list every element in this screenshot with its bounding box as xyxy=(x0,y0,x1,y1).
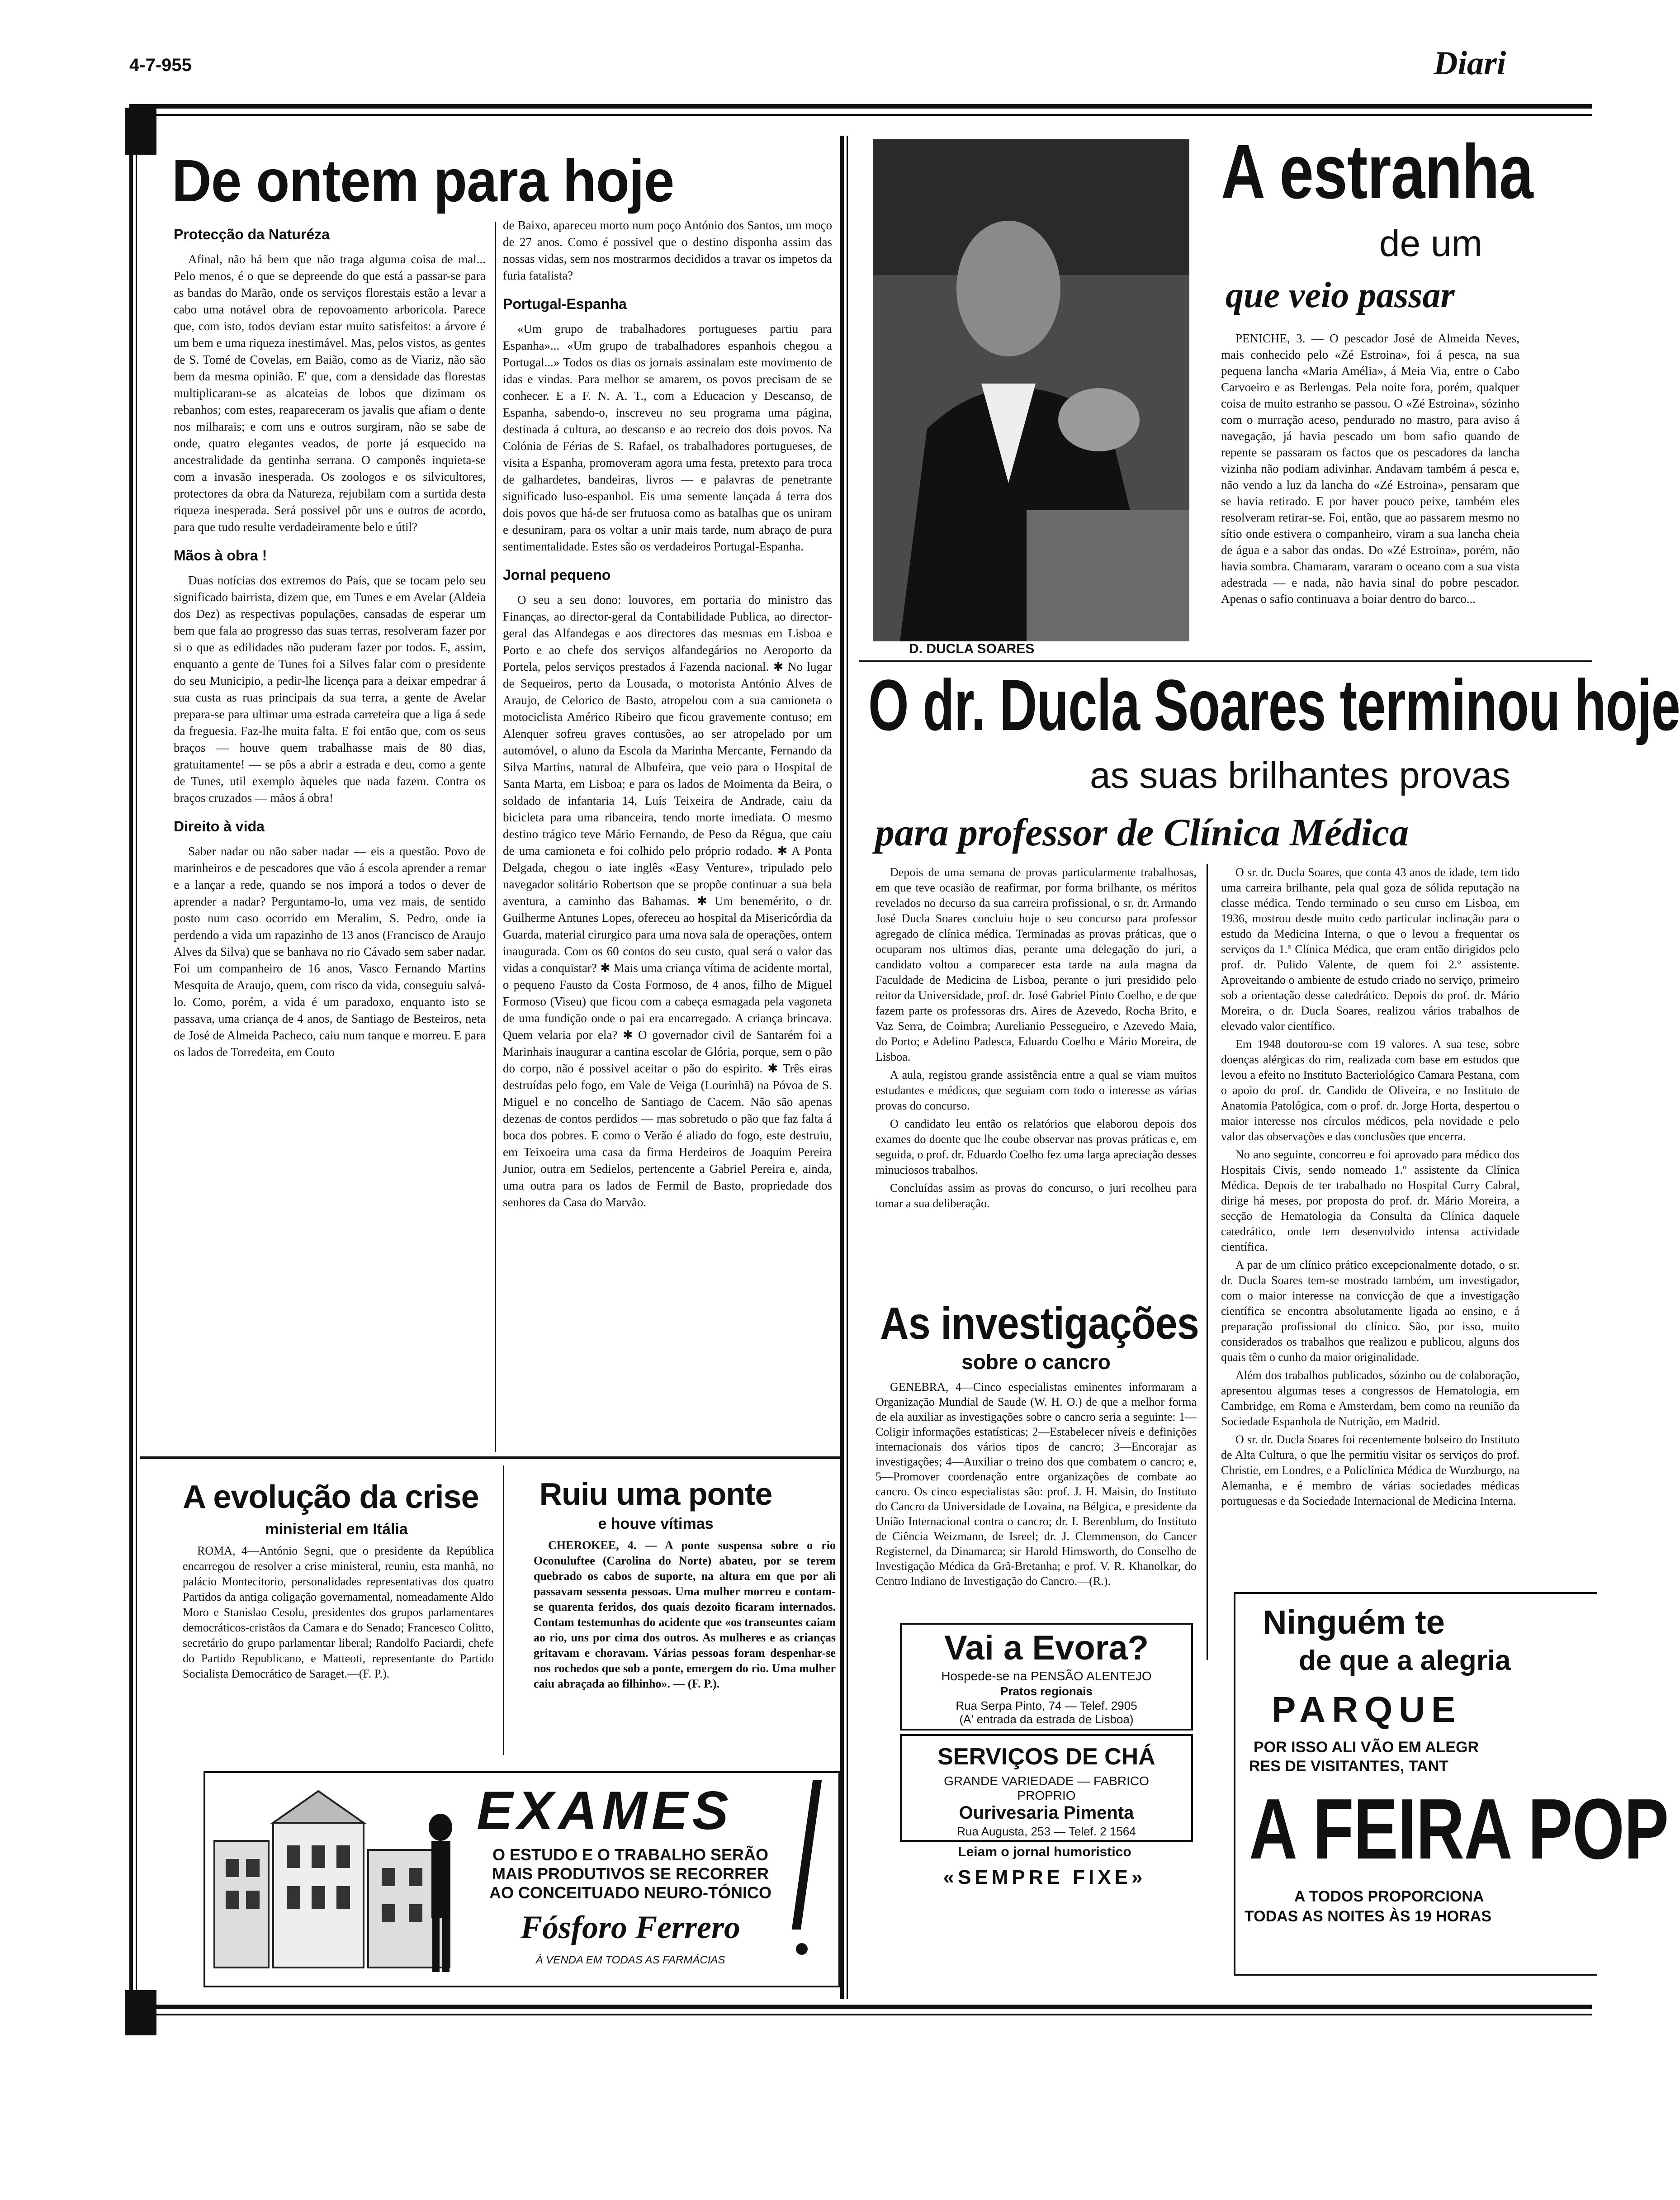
estranha-sub1: de um xyxy=(1379,223,1482,264)
ducla-col2-p5: Além dos trabalhos publicados, sózinho ou de colaboração, apresentou algumas teses a congressos de Hematologia, em Cambridge, em Roma e Amsterdam, bem como na reunião da Sociedade Espanhola de Nutrição, em Madrid. xyxy=(1221,1369,1519,1428)
ducla-col-1 xyxy=(875,865,1197,1214)
crise-subtitle: ministerial em Itália xyxy=(265,1521,408,1538)
ad-feira-popular xyxy=(1234,1592,1669,1976)
fixe-line-2: «SEMPRE FIXE» xyxy=(943,1866,1146,1888)
exames-line-3: AO CONCEITUADO NEURO-TÓNICO xyxy=(489,1883,771,1902)
corner-block-bottom xyxy=(125,1990,156,2035)
fixe-line-1: Leiam o jornal humoristico xyxy=(958,1844,1131,1859)
estranha-title: A estranha xyxy=(1221,129,1533,215)
top-rule-thin xyxy=(129,114,1592,116)
estranha-sub2: que veio passar xyxy=(1226,275,1455,315)
feira-line-6: A FEIRA POP xyxy=(1249,1781,1669,1877)
section-title-ontem: De ontem para hoje xyxy=(172,147,674,214)
text-maos: Duas notícias dos extremos do País, que se tocam pelo seu significado bairrista, dizem que, em Tunes e em Avelar (Aldeia dos Dez) as respectivas populações, cansadas de esperar um bem que fala ao progresso das suas terras, resolveram fazer por si o que as edilidades não puderam fazer por todos. E, assim, enquanto a gente de Tunes foi a Silves falar com o presidente do seu Municipio, a pedir-lhe licença para a deixar empedrar á sua custa as ruas principais da sua terra, a gente de Avelar prepara-se para ultimar uma estrada carreteira que a liga á sede da freguesia. Faz-lhe muita falta. E foi então que, com os seus braços — houve quem trabalhasse mais de 80 dias, gratuitamente! — se pôs a abrir a estrada e deu, como a gente de Tunes, util exemplo àqueles que nada fazem. Contra os braços cruzados — mãos á obra! xyxy=(174,574,486,805)
heading-portugal-espanha: Portugal-Espanha xyxy=(503,296,627,312)
page-date: 4-7-955 xyxy=(129,55,192,75)
ducla-col1-p1: Depois de uma semana de provas particularmente trabalhosas, em que teve ocasião de reafirmar, por forma brilhante, os méritos revelados no decurso da sua carreira profissional, o sr. dr. Armando José Ducla Soares concluiu hoje o seu concurso para professor agregado de clínica médica. Terminadas as provas práticas, que o ocuparam nos ultimos dias, perante uma delegação do juri, a candidato voltou a comparecer esta tarde na aula magna da Faculdade de Medicina de Lisboa, perante o juri presidido pelo reitor da Universidade, prof. dr. José Gabriel Pinto Coelho, e de que fazem parte os professoras drs. Aires de Azevedo, Rocha Brito, e Vaz Serra, de Coimbra; Aurelianio Pessegueiro, e Azevedo Maia, do Porto; e Adelino Padesca, Eduardo Coelho e Mário Moreira, de Lisboa. xyxy=(875,866,1197,1063)
cancro-title: As investigações xyxy=(880,1298,1199,1349)
ducla-sub2: para professor de Clínica Médica xyxy=(875,811,1409,854)
estranha-bottom-rule xyxy=(859,660,1592,662)
ad-cha xyxy=(900,1734,1193,1842)
feira-line-1: Ninguém te xyxy=(1263,1603,1445,1641)
ducla-col1-p2: A aula, registou grande assistência entre a qual se viam muitos estudantes e médicos, que seguiam com todo o interesse as várias provas do concurso. xyxy=(875,1068,1197,1112)
evora-title: Vai a Evora? xyxy=(944,1629,1149,1667)
ontem-col-divider xyxy=(495,222,496,1452)
cha-line-4: Rua Augusta, 253 — Telef. 2 1564 xyxy=(957,1825,1136,1838)
cha-line-3: Ourivesaria Pimenta xyxy=(959,1803,1134,1823)
ducla-col2-p2: Em 1948 doutorou-se com 19 valores. A sua tese, sobre doenças alérgicas do rim, realizada com base em estudos que levou a efeito no Instituto Bacteriológico Camara Pestana, com o apoio do prof. dr. Candido de Oliveira, e no Instituto de Anatomia Patológica, com o prof. dr. Jorge Horta, despertou o maior interesse nos círculos médicos, pela novidade e pelo valor das observações e das conclusões que encerra. xyxy=(1221,1038,1519,1143)
ad-evora xyxy=(900,1623,1193,1731)
exames-headline: EXAMES xyxy=(477,1780,733,1841)
estranha-text: PENICHE, 3. — O pescador José de Almeida Neves, mais conhecido pelo «Zé Estroina», foi á pesca, na sua pequena lancha «Maria Amélia», á Meia Via, entre o Cabo Carvoeiro e as Berlengas. Pela noite fora, porém, qualquer coisa de muito estranho se passou. O «Zé Estroina», sózinho com o murração aceso, pendurado no mastro, para aviso á navegação, já havia pescado um bom safio quando de repente se passaram os factos que os pescadores da lancha vizinha não podiam adivinhar. Andavam também á pesca e, não vendo a luz da lancha do «Zé Estroina», pensaram que se havia retirado. E por haver pouco peixe, também eles resolveram retirar-se. Foi, então, que ao passarem mesmo no sítio onde estivera o companheiro, viram a sua lancha cheia de água e a sabor das ondas. Do «Zé Estroina», porém, não havia sombra. Chamaram, vararam o oceano com a sua vista adestrada — e nada, não havia sinal do pobre pescador. Apenas o safio continuava a boiar dentro do barco... xyxy=(1221,332,1519,606)
portrait-photo xyxy=(873,139,1189,641)
evora-line-2: Pratos regionais xyxy=(1000,1684,1093,1698)
feira-line-4: POR ISSO ALI VÃO EM ALEGR xyxy=(1254,1739,1479,1756)
heading-direito: Direito à vida xyxy=(174,818,265,834)
ponte-subtitle: e houve vítimas xyxy=(598,1515,714,1532)
cancro-text: GENEBRA, 4—Cinco especialistas eminentes informaram a Organização Mundial de Saude (W. H. O.) de que a melhor forma de ela auxiliar as investigações sobre o cancro seria a seguinte: 1—Coligir informações estatísticas; 2—Estabelecer níveis e definições internacionais dos vários tipos de cancro; 3—Encorajar as investigações; 4—Auxiliar o treino dos que combatem o cancro; e, 5—Promover coordenação entre organizações de combate ao cancro. Os cinco especialistas são: prof. J. H. Maisin, do Instituto do Cancro da Universidade de Lovaina, na Bélgica, e presidente da União Internacional contra o cancro; dr. I. Berenblum, do Instituto de Ciência Weizmann, de Isreel; dr. J. Clemmenson, do Cancer Registernel, da Dinamarca; sir Harold Himsworth, do Conselho de Investigação Médica da Grã-Bretanha; e prof. V. R. Khanolkar, do Centro Indiano de Investigação do Cancro.—(R.). xyxy=(875,1380,1197,1588)
crise-col-divider xyxy=(503,1465,504,1755)
building-illustration xyxy=(205,1773,459,1986)
masthead: Diari xyxy=(1434,45,1506,82)
heading-maos: Mãos à obra ! xyxy=(174,547,267,564)
feira-line-7: A TODOS PROPORCIONA xyxy=(1294,1888,1484,1905)
ducla-col1-p3: O candidato leu então os relatórios que elaborou depois dos exames do doente que lhe coube observar nas provas práticas e, em seguida, o prof. dr. Eduardo Coelho fez uma larga apreciação desses minuciosos trabalhos. xyxy=(875,1117,1197,1176)
center-divider-thin xyxy=(847,136,848,1999)
feira-line-3: PARQUE xyxy=(1272,1689,1462,1730)
text-intro-col2: de Baixo, apareceu morto num poço António dos Santos, um moço de 27 anos. Como é possivel que o destino disponha assim das nossas vidas, sem nos mostrarmos decididos a travar os impetos da furia fatalista? xyxy=(503,218,832,282)
feira-line-5: RES DE VISITANTES, TANT xyxy=(1249,1758,1448,1775)
feira-line-8: TODAS AS NOITES ÀS 19 HORAS xyxy=(1245,1908,1491,1925)
ponte-title: Ruiu uma ponte xyxy=(539,1476,772,1512)
exames-line-2: MAIS PRODUTIVOS SE RECORRER xyxy=(492,1864,769,1883)
ponte-text: CHEROKEE, 4. — A ponte suspensa sobre o rio Oconuluftee (Carolina do Norte) abateu, por se terem quebrado os cabos de suporte, na altura em que por ali passavam sessenta pessoas. Uma mulher morreu e contam-se quarenta feridos, dos quais dezoito ficaram internados. Contam testemunhas do acidente que «os transeuntes caiam ao rio, uns por cima dos outros. As mulheres e as crianças gritavam e choravam. Várias pessoas foram despenhar-se nos rochedos que sob a ponte, emergem do rio. Uma mulher caiu abraçada ao filhinho». — (F. P.). xyxy=(534,1539,836,1690)
evora-line-1: Hospede-se na PENSÃO ALENTEJO xyxy=(941,1669,1152,1683)
crise-title: A evolução da crise xyxy=(183,1479,479,1515)
heading-proteccao: Protecção da Naturéza xyxy=(174,226,330,242)
left-border-inner xyxy=(136,108,137,2003)
ontem-bottom-rule xyxy=(140,1456,840,1459)
ducla-col2-p4: A par de um clínico prático excepcionalmente dotado, o sr. dr. Ducla Soares tem-se mostrado também, um investigador, com o maior interesse na convicção de que a investigação científica se encontra absolutamente ligada ao ensino, e á preparação profissional do clínico. São, por isso, muito considerados os trabalhos que realizou e publicou, alguns dos quais têm o cunho da maior originalidade. xyxy=(1221,1258,1519,1364)
feira-line-2: de que a alegria xyxy=(1299,1645,1511,1676)
cha-line-1: GRANDE VARIEDADE — FABRICO xyxy=(944,1774,1149,1788)
text-proteccao: Afinal, não há bem que não traga alguma coisa de mal... Pelo menos, é o que se depreende do que está a passar-se para as bandas do Marão, onde os serviços florestais estão a levar a cabo uma notável obra de repovoamento arboricola. Parece que, com isto, todos deviam estar muito satisfeitos: a árvore é um bem e uma riqueza inestimável. Mas, pelos vistos, as gentes de S. Tomé de Covelas, em Baião, como as de Viariz, não são bem da mesma opinião. E' que, com a densidade das florestas multiplicaram-se as alcateias de lobos que dizimam os rebanhos; com estes, reapareceram os javalis que afiam o dente nos milharais; e com uns e outros surgiram, não se sabe de onde, quatro elegantes veados, de porte já esquecido na ancestralidade da gentinha serrana. O camponês inquieta-se com a invasão inesperada. Os zoologos e os silvicultores, protectores da obra da Natureza, rejubilam com a surtida desta riqueza inesperada. Será possivel pôr uns e outros de acordo, para que tudo resulte verdadeiramente belo e útil? xyxy=(174,252,486,534)
exames-brand: Fósforo Ferrero xyxy=(520,1909,741,1945)
portrait-image xyxy=(873,139,1189,641)
ducla-sub1: as suas brilhantes provas xyxy=(1090,755,1510,796)
ontem-col-1 xyxy=(174,226,486,1063)
top-rule xyxy=(129,104,1592,109)
bottom-rule-thin xyxy=(129,2014,1592,2015)
ducla-title: O dr. Ducla Soares terminou hoje xyxy=(868,664,1680,745)
heading-jornal-pequeno: Jornal pequeno xyxy=(503,567,611,583)
ontem-col-2 xyxy=(503,217,832,1214)
ducla-col2-p1: O sr. dr. Ducla Soares, que conta 43 anos de idade, tem tido uma carreira brilhante, pela qual goza de sólida reputação na classe médica. Tendo terminado o seu curso em Lisboa, em 1936, mostrou desde muito cedo particular inclinação para o estudo da Medicina Interna, o que o levou a frequentar os serviços da 1.ª Clínica Médica, que eram então dirigidos pelo prof. dr. Pulido Valente, de quem foi 2.º assistente. Aproveitando o ambiente de estudo criado no serviço, primeiro sob a orientação desse catedrático. Depois do prof. dr. Mário Moreira, o dr. Ducla Soares, realizou vários trabalhos de elevado valor científico. xyxy=(1221,866,1519,1033)
evora-line-3: Rua Serpa Pinto, 74 — Telef. 2905 xyxy=(956,1699,1137,1712)
left-border xyxy=(129,108,133,2003)
exames-line-1: O ESTUDO E O TRABALHO SERÃO xyxy=(492,1845,769,1864)
exames-foot: À VENDA EM TODAS AS FARMÁCIAS xyxy=(535,1954,725,1966)
ducla-col-2 xyxy=(1221,865,1519,1512)
exclamation-mark xyxy=(798,1780,816,1970)
cha-line-2: PROPRIO xyxy=(1017,1788,1076,1802)
ducla-col2-p3: No ano seguinte, concorreu e foi aprovado para médico dos Hospitais Civis, sendo nomeado 1.º assistente da Clínica Médica. Depois de ter trabalhado no Hospital Curry Cabral, dirige há meses, por proposta do prof. dr. Mário Moreira, a secção de Hematologia da Consulta da Clínica daquele catedrático, onde tem desenvolvido intensa actividade científica. xyxy=(1221,1148,1519,1253)
text-direito: Saber nadar ou não saber nadar — eis a questão. Povo de marinheiros e de pescadores que vão á escola aprender a remar e a lançar a rede, quando se nos imporá a todos o dever de aprender a nadar? Perguntamo-lo, uma vez mais, de sentido posto num caso ocorrido em Meralim, S. Pedro, onde ia perdendo a vida um rapazinho de 13 anos (Francisco de Araujo Alves da Silva) que se banhava no rio Cávado sem saber nadar. Foi um companheiro de 16 anos, Vasco Fernando Martins Mesquita de Araujo, quem, com risco da vida, conseguiu salvá-lo. Como, porém, a vida é um paradoxo, enquanto isto se passava, uma criança de 4 anos, de Santiago de Besteiros, neta de José de Almeida Pacheco, caiu num tanque e morreu. E para os lados de Torredeita, em Couto xyxy=(174,844,486,1059)
ducla-col-divider xyxy=(1207,864,1208,1660)
text-portugal-espanha: «Um grupo de trabalhadores portugueses partiu para Espanha»... «Um grupo de trabalhadores espanhois chegou a Portugal...» Todos os dias os jornais assinalam este movimento de idas e vindas. Para melhor se amarem, os povos precisam de se conhecer. E a F. N. A. T., com a Educacion y Descanso, de Espanha, sabendo-o, inscreveu no seu programa uma página, destinada á cultura, ao descanso e ao recreio dos dois povos. Na Colónia de Férias de S. Rafael, os trabalhadores portugueses, de visita a Espanha, promoveram agora uma festa, pretexto para troca de galhardetes, bandeiras, livros — e palavras de penetrante significado luso-espanhol. Eis uma semente lançada á terra dos dois povos que há-de ser frutuosa como as batalhas que os uniram e desuniram, para os voltar a unir mais tarde, num abraço de pura sentimentalidade. Estes são os verdadeiros Portugal-Espanha. xyxy=(503,322,832,553)
text-jornal-pequeno: O seu a seu dono: louvores, em portaria do ministro das Finanças, ao director-geral da Contabilidade Publica, ao director-geral das Alfandegas e aos directores das mesmas em Lisboa e Porto e ao chefe dos serviços alfandegários no Aeroporto da Portela, pelos serviços prestados á Fazenda nacional. ✱ No lugar de Sequeiros, perto da Lousada, o motorista António Alves de Araujo, de Celorico de Basto, atropelou com a sua camioneta o motociclista Américo Ribeiro que ficou gravemente contuso; em Alenquer sofreu graves contusões, ao ser atropelado por um automóvel, o aluno da Escola da Marinha Mercante, Fernando da Silva Martins, natural de Albufeira, que veio para o Hospital de Santa Marta, em Lisboa; e para os lados de Moimenta da Beira, o soldado de infantaria 14, Luís Teixeira de Andrade, caiu da bicicleta para uma ribanceira, tendo morte imediata. O mesmo destino trágico teve Mário Fernando, de Peso da Régua, que caiu de uma camioneta e foi colhido pelo próprio rodado. ✱ A Ponta Delgada, chegou o iate inglês «Easy Venture», tripulado pelo navegador solitário Robertson que se propõe continuar a sua bela aventura, a caminho das Bahamas. ✱ Um benemérito, o dr. Guilherme Antunes Lopes, ofereceu ao hospital da Misericórdia da Guarda, material cirurgico para uma nova sala de operações, ontem inaugurada. Com os 60 contos do seu custo, qual será o valor das vidas a conquistar? ✱ Mais uma criança vítima de acidente mortal, o pequeno Fausto da Costa Formoso, de 4 anos, filho de Miguel Formoso (Viseu) que ficou com a cabeça esmagada pela vagoneta de uma fundição onde o pai era encarregado. A criança brincava. Quem velaria por ela? ✱ O governador civil de Santarém foi a Marinhais inaugurar a cantina escolar de Glória, porque, sem o pão do corpo, não é possivel aceitar o pão do espirito. ✱ Três eiras destruídas pelo fogo, em Vale de Veiga (Lourinhã) na Póvoa de S. Miguel e no concelho de Santiago de Cacem. Não são apenas dezenas de contos perdidos — mas sobretudo o pão que faz falta á boca dos pobres. E como o Verão é aliado do fogo, este destruiu, em Teixoeira uma casa da firma Herdeiros de Joaquim Pereira Junior, outra em Sedielos, pertencente a Gabriel Pereira e, ainda, uma outra para os lados de Fermil de Basto, propriedade dos senhores da Casa do Marvão. xyxy=(503,593,832,1209)
cancro-subtitle: sobre o cancro xyxy=(961,1350,1111,1374)
crise-text: ROMA, 4—António Segni, que o presidente da República encarregou de resolver a crise ministeral, reuniu, esta manhã, no palácio Montecitorio, personalidades representativas dos quatro Partidos da antiga coligação governamental, nomeadamente Aldo Moro e Stanislao Cesolu, presidentes dos grupos parlamentares democráticos-cristãos da Camara e do Senado; Francesco Colitto, secretário do grupo parlamentar liberal; Randolfo Paciardi, chefe do Partido Republicano, e Matteoti, representante do Partido Socialista Democrático de Saraget.—(F. P.). xyxy=(183,1544,494,1680)
evora-line-4: (A' entrada da estrada de Lisboa) xyxy=(959,1712,1134,1726)
bottom-rule xyxy=(129,2005,1592,2009)
center-divider xyxy=(840,136,844,1999)
photo-caption: D. DUCLA SOARES xyxy=(909,641,1035,656)
ad-exames xyxy=(203,1771,840,1987)
ducla-col1-p4: Concluídas assim as provas do concurso, o juri recolheu para tomar a sua deliberação. xyxy=(875,1181,1197,1210)
cha-title: SERVIÇOS DE CHÁ xyxy=(937,1744,1155,1770)
ducla-col2-p6: O sr. dr. Ducla Soares foi recentemente bolseiro do Instituto de Alta Cultura, o que lhe permitiu visitar os serviços do prof. Christie, em Londres, e a Policlínica Médica de Wurzburgo, na Alemanha, e é membro de várias sociedades médicas portuguesas e da Sociedade Internacional de Medicina Interna. xyxy=(1221,1433,1519,1508)
